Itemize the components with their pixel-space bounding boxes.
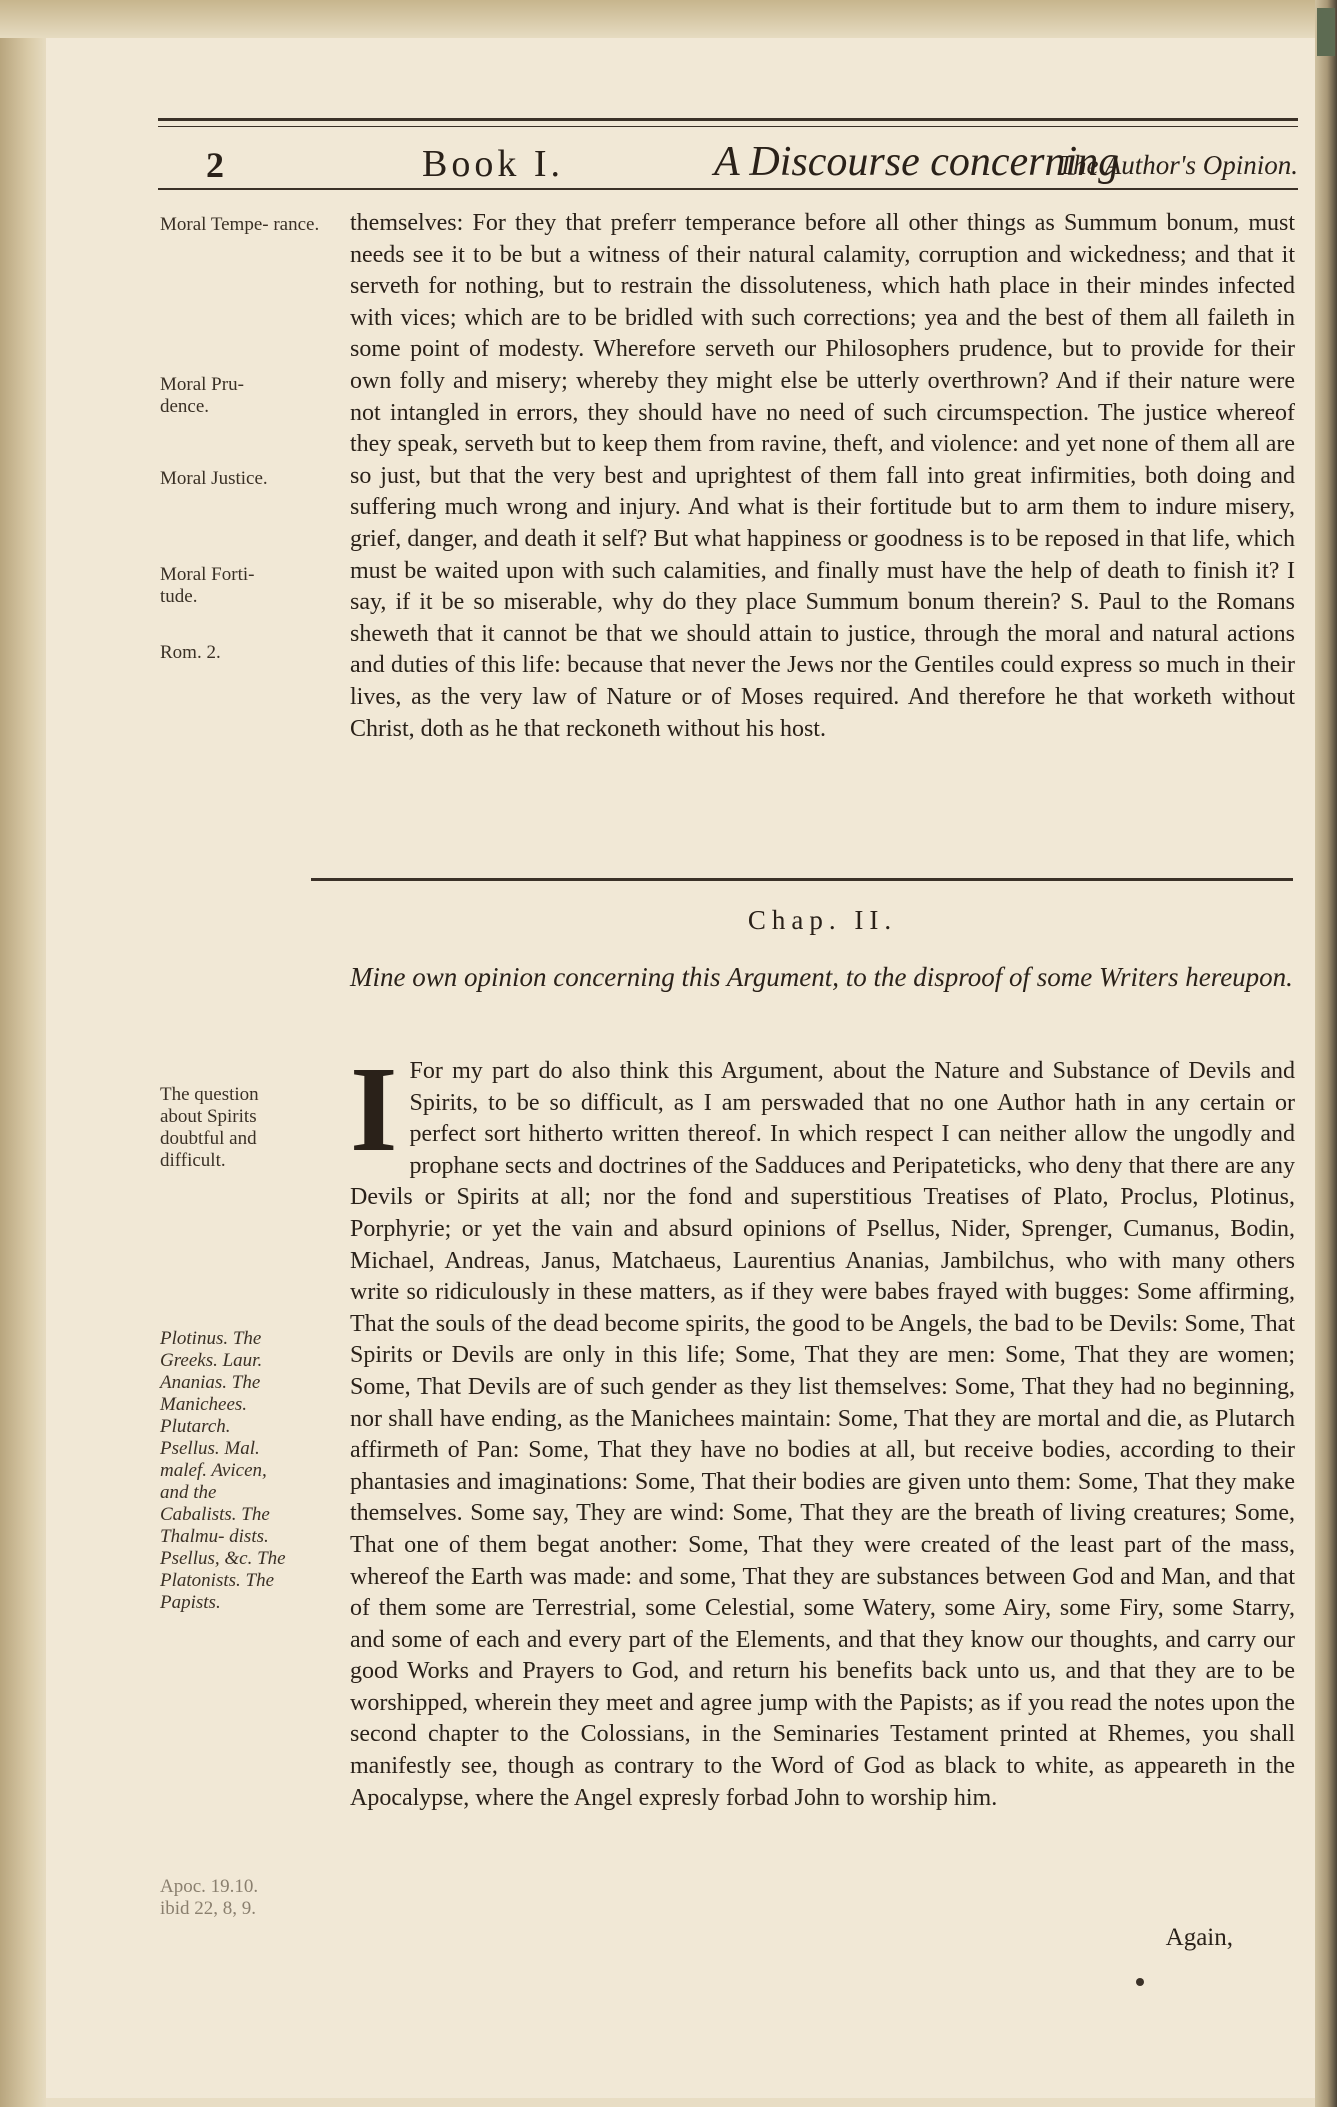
chapter-subtitle: Mine own opinion concerning this Argument, to the disproof of some Writers hereupon. — [350, 962, 1293, 992]
margin-note-justice: Moral Justice. — [160, 468, 268, 489]
paragraph-1: themselves: For they that preferr temperance before all other things as Summum bonum, must needs see it to be but a witness of their natural calamity, corruption and wickedness; and that it serveth for nothing, but to restrain the dissoluteness, which hath place in their mindes infected with vices; which are to be bridled with such corrections; yea and the best of them all faileth in some point of modesty. Wherefore serveth our Philosophers prudence, but to provide for their own folly and misery; whereby they might else be utterly overthrown? And if their nature were not intangled in errors, they should have no need of such circumspection. The justice whereof they speak, serveth but to keep them from ravine, theft, and violence: and yet none of them all are so just, but that the very best and uprightest of them fall into great infirmities, both doing and suffering much wrong and injury. And what is their fortitude but to arm them to indure misery, grief, danger, and death it self? But what happiness or goodness is to be reposed in that life, which must be waited upon with such calamities, and finally must have the help of death to finish it? I say, if it be so miserable, why do they place Summum bonum therein? S. Paul to the Romans sheweth that it cannot be that we should attain to justice, through the moral and natural actions and duties of this life: because that never the Jews nor the Gentiles could express so much in their lives, as the very law of Nature or of Moses required. And therefore he that worketh without Christ, doth as he that reckoneth without his host. — [350, 210, 1295, 742]
book-page — [46, 38, 1315, 2098]
margin-note-fortitude: Moral Forti- tude. — [160, 564, 255, 607]
book-spine — [1315, 0, 1337, 2107]
catchword: Again, — [1165, 1924, 1233, 1951]
page-title: A Discourse concerning — [714, 139, 1120, 185]
chapter-heading: Chap. II. — [747, 905, 898, 935]
scan-edge — [0, 0, 46, 2107]
page-number: 2 — [206, 145, 224, 185]
drop-cap: I — [350, 1042, 398, 1177]
ink-spot — [1136, 1978, 1144, 1986]
book-label: Book I. — [422, 143, 564, 185]
chapter-rule — [311, 878, 1293, 881]
margin-note-question: The question about Spirits doubtful and difficult. — [160, 1084, 259, 1171]
margin-note-apoc: Apoc. 19.10. ibid 22, 8, 9. — [160, 1876, 259, 1919]
header-underline — [158, 188, 1298, 190]
page-header — [158, 126, 1298, 186]
margin-note-temperance: Moral Tempe- rance. — [160, 214, 320, 235]
margin-note-rom: Rom. 2. — [160, 642, 221, 663]
running-head: The Author's Opinion. — [1057, 150, 1298, 180]
margin-note-prudence: Moral Pru- dence. — [160, 374, 244, 417]
margin-note-authorities: Plotinus. The Greeks. Laur. Ananias. The Manichees. Plutarch. Psellus. Mal. malef. Avicen, and the Cabalists. The Thalmu- dists. Psellus, &c. The Platonists. The Papists. — [160, 1328, 286, 1613]
spine-marker — [1317, 8, 1335, 56]
scan-edge-top — [0, 0, 1337, 38]
paragraph-2: I For my part do also think this Argument, about the Nature and Substance of Devils and Spirits, to be so difficult, as I am perswaded that no one Author hath in any certain or perfect sort hitherto written thereof. In which respect I can neither allow the ungodly and prophane sects and doctrines of the Sadduces and Peripateticks, who deny that there are any Devils or Spirits at all; nor the fond and superstitious Treatises of Plato, Proclus, Plotinus, Porphyrie; or yet the vain and absurd opinions of Psellus, Nider, Sprenger, Cumanus, Bodin, Michael, Andreas, Janus, Matchaeus, Laurentius Ananias, Jambilchus, who with many others write so ridiculously in these matters, as if they were babes frayed with bugges: Some affirming, That the souls of the dead become spirits, the good to be Angels, the bad to be Devils: Some, That Spirits or Devils are only in this life; Some, That they are men: Some, That they are women; Some, That Devils are of such gender as they list themselves: Some, That they had no beginning, nor shall have ending, as the Manichees maintain: Some, That they are mortal and die, as Plutarch affirmeth of Pan: Some, That they have no bodies at all, but receive bodies, according to their phantasies and imaginations: Some, That their bodies are given unto them: Some, That they make themselves. Some say, They are wind: Some, That they are the breath of living creatures; Some, That one of them begat another: Some, That they were created of the least part of the mass, whereof the Earth was made: and some, That they are substances between God and Man, and that of them some are Terrestrial, some Celestial, some Watery, some Airy, some Firy, some Starry, and some of each and every part of the Elements, and that they know our thoughts, and carry our good Works and Prayers to God, and return his benefits back unto us, and that they are to be worshipped, wherein they meet and agree jump with the Papists; as if you read the notes upon the second chapter to the Colossians, in the Seminaries Testament printed at Rhemes, you shall manifestly see, though as contrary to the Word of God as black to white, as appeareth in the Apocalypse, where the Angel expresly forbad John to worship him. — [350, 1042, 1295, 1811]
